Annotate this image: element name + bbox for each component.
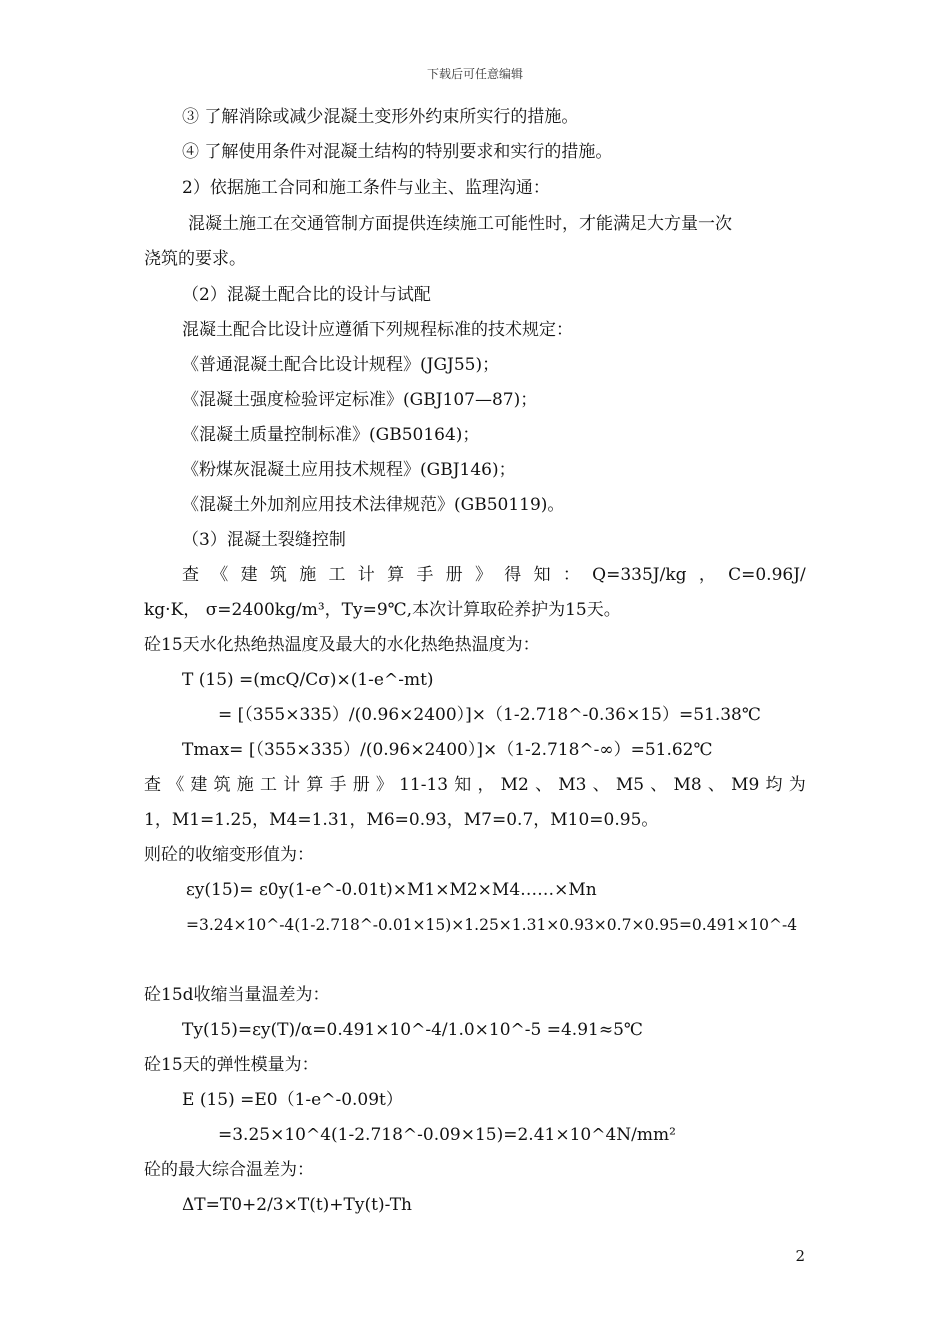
standard-ref-3: 《混凝土质量控制标准》(GB50164)；: [182, 425, 480, 445]
formula-ey15-value: =3.24×10^-4(1-2.718^-0.01×15)×1.25×1.31×0.93×0.7×0.95=0.491×10^-4: [186, 916, 798, 934]
text-line-1: ③ 了解消除或减少混凝土变形外约束所实行的措施。: [182, 107, 579, 127]
token: 均: [765, 775, 783, 795]
token: 手: [329, 775, 347, 795]
token: M8: [673, 775, 702, 795]
standard-ref-2: 《混凝土强度检验评定标准》(GBJ107—87)；: [182, 390, 538, 410]
text-line-16: 砼15天水化热绝热温度及最大的水化热绝热温度为：: [144, 635, 540, 655]
token: 计: [357, 565, 375, 585]
formula-delta-t: ΔT=T0+2/3×T(t)+Ty(t)-Th: [182, 1195, 413, 1215]
token: 建: [240, 565, 258, 585]
token: 计: [283, 775, 301, 795]
page-header: 下载后可任意编辑: [426, 67, 523, 81]
section-heading-2: （2）混凝土配合比的设计与试配: [182, 285, 431, 305]
token: 查: [144, 775, 161, 795]
token: 施: [299, 565, 317, 585]
formula-e15: E (15) =E0（1-e^-0.09t）: [182, 1090, 403, 1110]
text-line-25: 砼15d收缩当量温差为：: [144, 985, 330, 1005]
section-heading-3: （3）混凝土裂缝控制: [182, 530, 346, 550]
token: ，: [477, 775, 495, 795]
token: 、: [650, 775, 668, 795]
token: 得: [504, 565, 522, 585]
token: 、: [535, 775, 553, 795]
token: 为: [788, 775, 806, 795]
text-line-5: 浇筑的要求。: [144, 249, 246, 269]
justified-line-14: [182, 564, 806, 586]
standard-ref-4: 《粉煤灰混凝土应用技术规程》(GBJ146)；: [182, 460, 516, 480]
token: 册: [445, 565, 463, 585]
token: 建: [190, 775, 208, 795]
text-line-27: 砼15天的弹性模量为：: [144, 1055, 319, 1075]
standard-ref-1: 《普通混凝土配合比设计规程》(JGJ55)；: [182, 355, 500, 375]
text-line-2: ④ 了解使用条件对混凝土结构的特别要求和实行的措施。: [182, 142, 613, 162]
token: 》: [474, 565, 492, 585]
token: 筑: [269, 565, 287, 585]
token: 册: [352, 775, 370, 795]
token: 查: [182, 565, 199, 585]
text-line-21: 1，M1=1.25，M4=1.31，M6=0.93，M7=0.7，M10=0.95。: [144, 810, 659, 830]
token: 筑: [213, 775, 231, 795]
token: 《: [211, 565, 229, 585]
formula-ey15: εy(15)= ε0y(1-e^-0.01t)×M1×M2×M4……×Mn: [186, 880, 597, 900]
token: 11-13: [399, 775, 449, 795]
text-line-4: 混凝土施工在交通管制方面提供连续施工可能性时，才能满足大方量一次: [188, 214, 732, 234]
token: 知: [454, 775, 472, 795]
formula-ty15: Ty(15)=εy(T)/α=0.491×10^-4/1.0×10^-5 =4.91≈5℃: [182, 1020, 643, 1040]
formula-t15-value: = [（355×335）/(0.96×2400）]×（1-2.718^-0.36×15）=51.38℃: [218, 705, 761, 725]
token: C=0.96J/: [728, 565, 806, 585]
formula-tmax: Tmax= [（355×335）/(0.96×2400）]×（1-2.718^-∞）=51.62℃: [182, 740, 713, 760]
text-line-7: 混凝土配合比设计应遵循下列规程标准的技术规定：: [182, 320, 573, 340]
token: 工: [328, 565, 346, 585]
token: Q=335J/kg: [592, 565, 687, 585]
standard-ref-5: 《混凝土外加剂应用技术法律规范》(GB50119)。: [182, 495, 565, 515]
token: 、: [707, 775, 725, 795]
token: 施: [236, 775, 254, 795]
token: M3: [558, 775, 587, 795]
text-line-30: 砼的最大综合温差为：: [144, 1160, 314, 1180]
token: 知: [533, 565, 551, 585]
token: M2: [500, 775, 529, 795]
token: ，: [698, 565, 716, 585]
justified-line-20: [144, 774, 806, 796]
text-line-15: kg·K， σ=2400kg/m³，Ty=9℃,本次计算取砼养护为15天。: [144, 600, 621, 620]
token: 算: [387, 565, 405, 585]
formula-e15-value: =3.25×10^4(1-2.718^-0.09×15)=2.41×10^4N/mm²: [218, 1125, 676, 1145]
text-line-3: 2）依据施工合同和施工条件与业主、监理沟通：: [182, 178, 550, 198]
formula-t15: T (15) =(mcQ/Cσ)×(1-e^-mt): [182, 670, 434, 690]
token: M9: [731, 775, 760, 795]
text-line-22: 则砼的收缩变形值为：: [144, 845, 314, 865]
token: 算: [306, 775, 324, 795]
token: 》: [375, 775, 393, 795]
token: 工: [259, 775, 277, 795]
token: ：: [562, 565, 580, 585]
page-number: 2: [795, 1247, 805, 1265]
token: 手: [416, 565, 434, 585]
token: 、: [592, 775, 610, 795]
token: M5: [615, 775, 645, 795]
token: 《: [167, 775, 185, 795]
